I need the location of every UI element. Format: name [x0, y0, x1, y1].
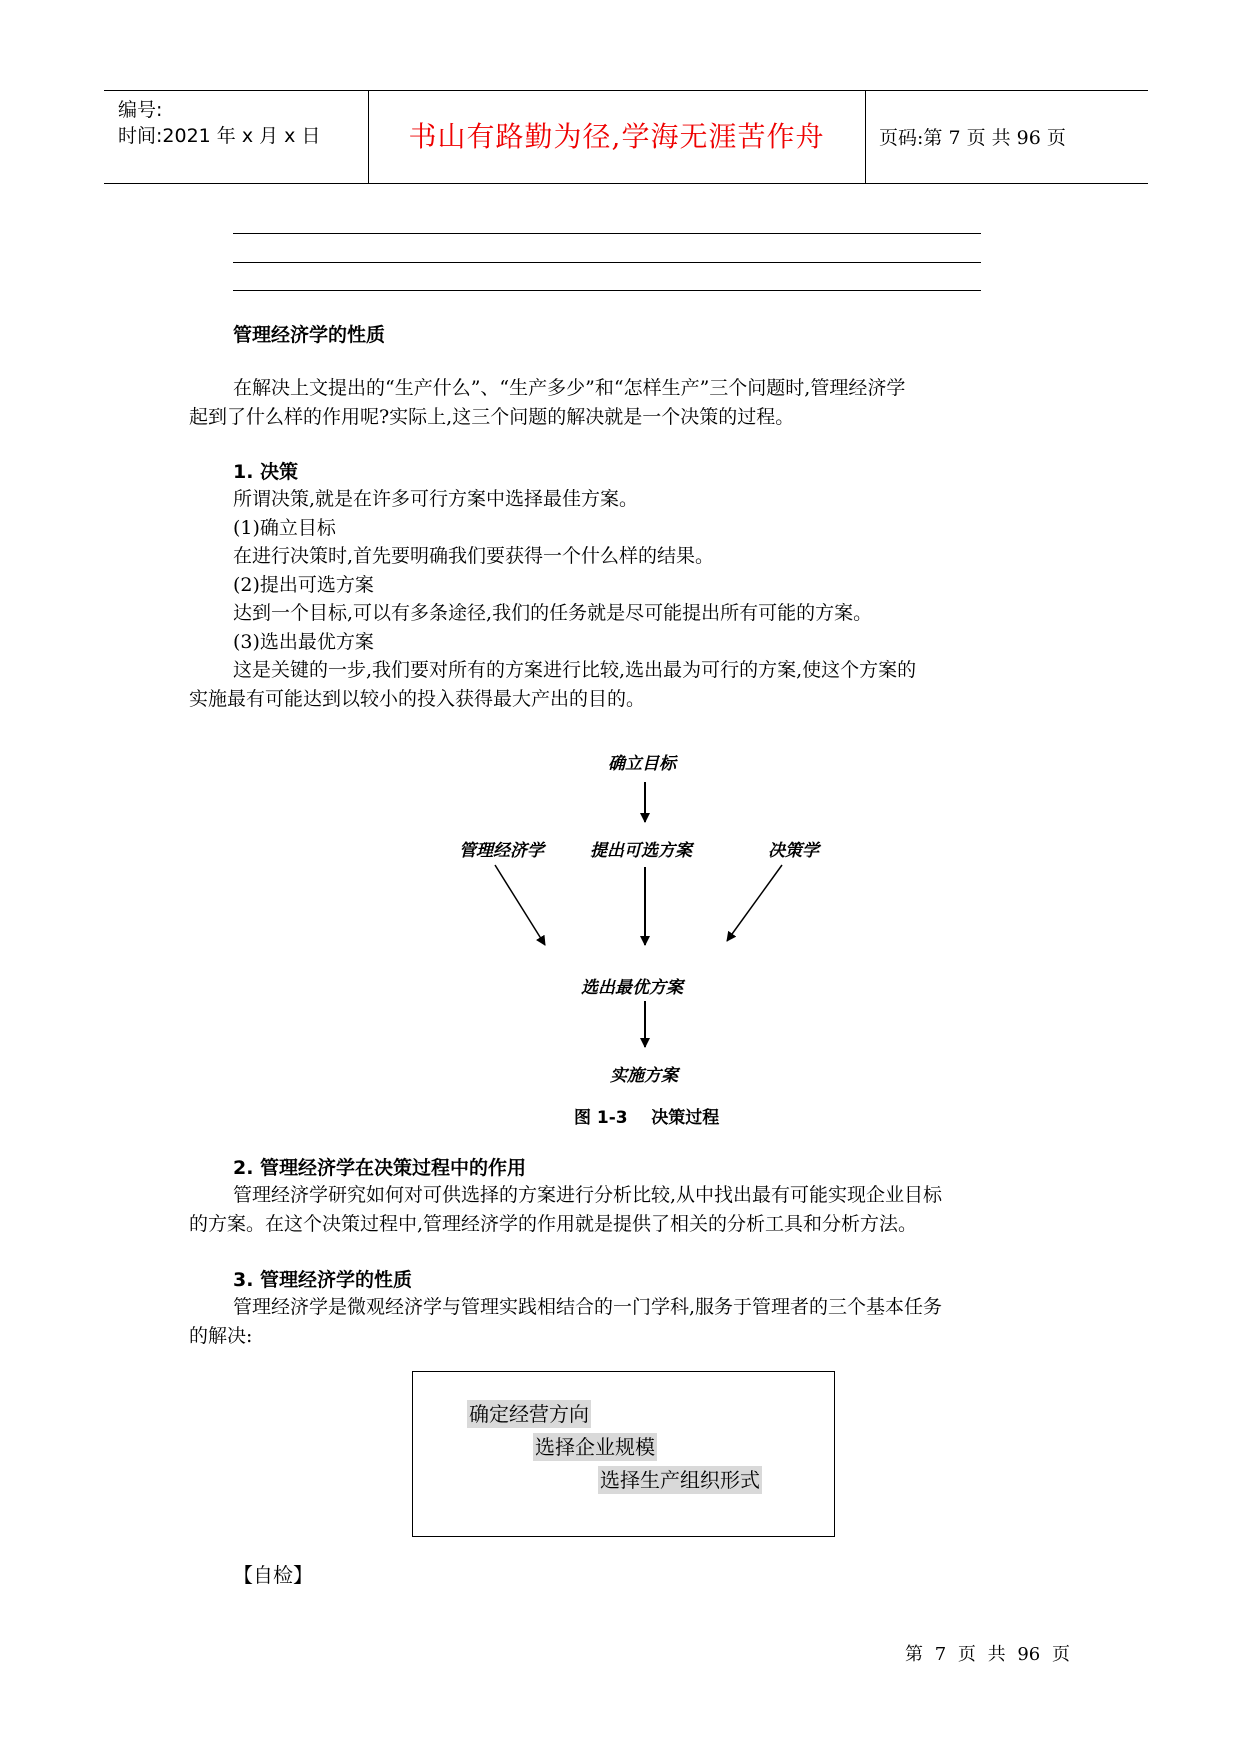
nature-text-line: 的解决:	[189, 1325, 253, 1347]
header-page-cell	[865, 91, 1148, 183]
intro-paragraph-line: 起到了什么样的作用呢?实际上,这三个问题的解决就是一个决策的过程。	[189, 406, 795, 428]
role-text-line: 的方案。在这个决策过程中,管理经济学的作用就是提供了相关的分析工具和分析方法。	[189, 1213, 918, 1235]
node-implement: 实施方案	[610, 1066, 678, 1086]
node-managerial-economics: 管理经济学	[459, 841, 544, 861]
page-header	[104, 90, 1148, 184]
step3-title: (3)选出最优方案	[233, 631, 374, 653]
header-page-number: 页码:第 7 页 共 96 页	[879, 127, 1066, 149]
decision-definition: 所谓决策,就是在许多可行方案中选择最佳方案。	[233, 488, 639, 510]
role-text-line: 管理经济学研究如何对可供选择的方案进行分析比较,从中找出最有可能实现企业目标	[233, 1184, 943, 1206]
node-decision-science: 决策学	[768, 841, 819, 861]
self-check-heading: 【自检】	[233, 1563, 313, 1587]
task-item: 选择生产组织形式	[600, 1468, 760, 1492]
step1-text: 在进行决策时,首先要明确我们要获得一个什么样的结果。	[233, 545, 715, 567]
step2-text: 达到一个目标,可以有多条途径,我们的任务就是尽可能提出所有可能的方案。	[233, 602, 873, 624]
nature-heading: 3. 管理经济学的性质	[233, 1269, 413, 1291]
page-footer: 第 7 页 共 96 页	[905, 1644, 1070, 1665]
blank-line	[233, 262, 981, 263]
decision-heading: 1. 决策	[233, 461, 299, 483]
node-goal: 确立目标	[608, 754, 676, 774]
document-time-label: 时间:2021 年 x 月 x 日	[118, 125, 321, 147]
role-heading: 2. 管理经济学在决策过程中的作用	[233, 1157, 527, 1179]
document-number-label: 编号:	[118, 99, 163, 121]
blank-line	[233, 290, 981, 291]
tasks-box	[412, 1371, 835, 1537]
step2-title: (2)提出可选方案	[233, 574, 374, 596]
step3-text-line: 实施最有可能达到以较小的投入获得最大产出的目的。	[189, 688, 646, 710]
arrow-science-to-best	[727, 865, 782, 941]
step3-text-line: 这是关键的一步,我们要对所有的方案进行比较,选出最为可行的方案,使这个方案的	[233, 659, 917, 681]
arrow-econ-to-best	[495, 865, 545, 945]
step1-title: (1)确立目标	[233, 517, 336, 539]
node-propose-options: 提出可选方案	[590, 841, 692, 861]
header-meta-cell	[104, 91, 369, 183]
nature-text-line: 管理经济学是微观经济学与管理实践相结合的一门学科,服务于管理者的三个基本任务	[233, 1296, 943, 1318]
figure-caption: 图 1-3 决策过程	[574, 1108, 720, 1128]
blank-line	[233, 233, 981, 234]
task-item: 确定经营方向	[469, 1402, 589, 1426]
header-motto-cell	[368, 91, 866, 183]
diagram-arrows	[430, 745, 850, 1095]
task-item: 选择企业规模	[535, 1435, 655, 1459]
intro-paragraph-line: 在解决上文提出的“生产什么”、“生产多少”和“怎样生产”三个问题时,管理经济学	[233, 377, 906, 399]
header-motto: 书山有路勤为径,学海无涯苦作舟	[408, 120, 825, 153]
node-select-best: 选出最优方案	[581, 978, 683, 998]
section-title: 管理经济学的性质	[233, 324, 386, 346]
decision-process-diagram	[430, 745, 850, 1095]
